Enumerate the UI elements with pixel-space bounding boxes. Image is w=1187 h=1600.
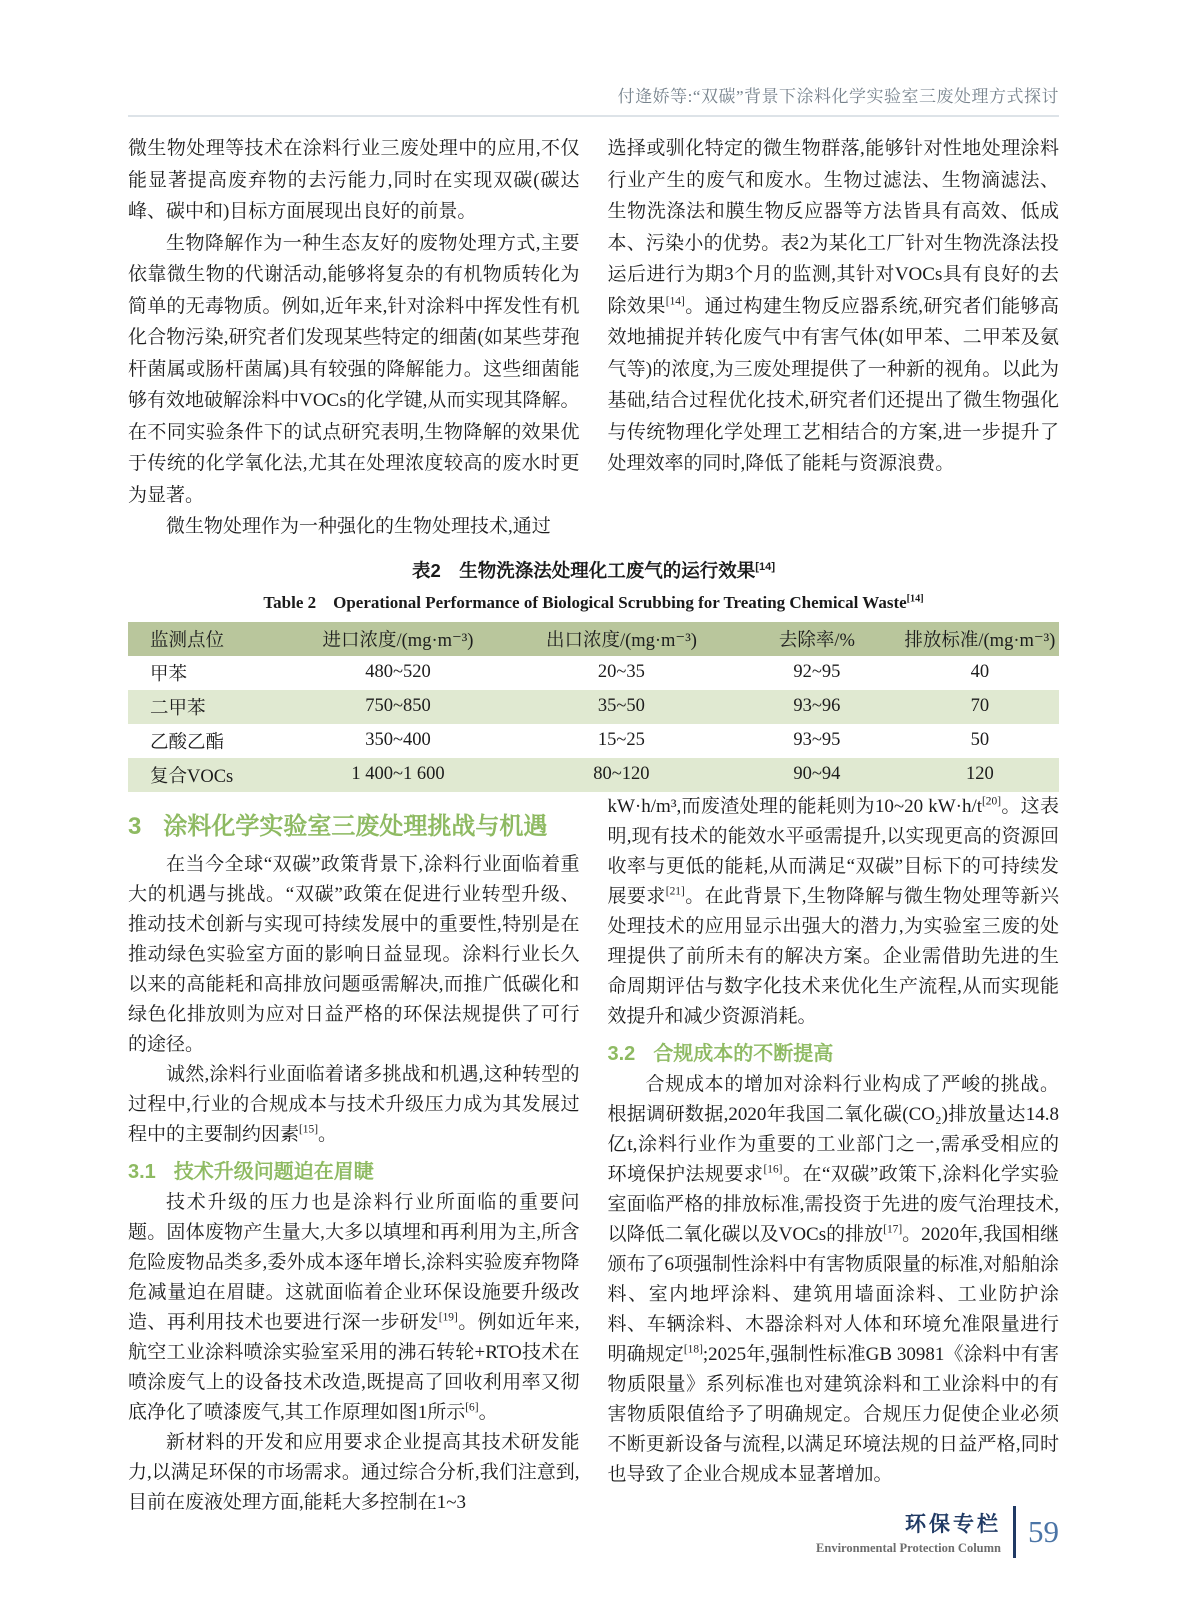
footer-divider xyxy=(1013,1506,1016,1558)
table-header-cell: 监测点位 xyxy=(128,622,286,656)
top-text-section xyxy=(128,133,1059,543)
subsection-heading xyxy=(128,1155,580,1184)
subsection-heading xyxy=(608,1037,1060,1066)
table-caption-cn: 表2 生物洗涤法处理化工废气的运行效果[14] xyxy=(411,559,776,581)
table-header-cell: 去除率/% xyxy=(733,622,901,656)
table-header-cell: 排放标准/(mg·m⁻³) xyxy=(901,622,1059,656)
paragraph: 选择或驯化特定的微生物群落,能够针对性地处理涂料行业产生的废气和废水。生物过滤法、生物滴滤法、生物洗涤法和膜生物反应器等方法皆具有高效、低成本、污染小的优势。表2为某化工厂针对生物洗涤法投运后进行为期3个月的监测,其针对VOCs具有良好的去除效果[14]。通过构建生物反应器系统,研究者们能够高效地捕捉并转化废气中有害气体(如甲苯、二甲苯及氨气等)的浓度,为三废处理提供了一种新的视角。以此为基础,结合过程优化技术,研究者们还提出了微生物强化与传统物理化学处理工艺相结合的方案,进一步提升了处理效率的同时,降低了能耗与资源浪费。 xyxy=(607,138,1059,474)
page-footer xyxy=(816,1506,1059,1558)
table-cell: 乙酸乙酯 xyxy=(150,732,225,753)
table-cell: 20~35 xyxy=(597,662,645,682)
table-cell: 93~96 xyxy=(793,696,841,716)
bottom-right-column xyxy=(608,792,1060,1518)
header-rule xyxy=(128,115,1059,117)
paragraph: 诚然,涂料行业面临着诸多挑战和机遇,这种转型的过程中,行业的合规成本与技术升级压力成为其发展过程中的主要制约因素[15]。 xyxy=(128,1063,580,1145)
table-cell: 350~400 xyxy=(365,730,431,750)
table-cell: 35~50 xyxy=(597,696,645,716)
subsection-title: 合规成本的不断提高 xyxy=(653,1042,834,1065)
table-cell: 70 xyxy=(970,696,990,716)
subsection-title: 技术升级问题迫在眉睫 xyxy=(173,1160,374,1183)
table-row xyxy=(128,690,1059,724)
table-cell: 93~95 xyxy=(793,730,841,750)
table-row xyxy=(128,724,1059,758)
paragraph: 生物降解作为一种生态友好的废物处理方式,主要依靠微生物的代谢活动,能够将复杂的有机物质转化为简单的无毒物质。例如,近年来,针对涂料中挥发性有机化合物污染,研究者们发现某些特定的细菌(如某些芽孢杆菌属或肠杆菌属)具有较强的降解能力。这些细菌能够有效地破解涂料中VOCs的化学键,从而实现其降解。在不同实验条件下的试点研究表明,生物降解的效果优于传统的化学氧化法,尤其在处理浓度较高的废水时更为显著。 xyxy=(128,232,580,506)
table-cell: 80~120 xyxy=(593,764,650,784)
table-cell: 甲苯 xyxy=(150,664,188,685)
paragraph: 新材料的开发和应用要求企业提高其技术研发能力,以满足环保的市场需求。通过综合分析,我们注意到,目前在废液处理方面,能耗大多控制在1~3 xyxy=(128,1431,580,1513)
paragraph: 微生物处理等技术在涂料行业三废处理中的应用,不仅能显著提高废弃物的去污能力,同时在实现双碳(碳达峰、碳中和)目标方面展现出良好的前景。 xyxy=(128,138,580,222)
paragraph: 技术升级的压力也是涂料行业所面临的重要问题。固体废物产生量大,大多以填埋和再利用为主,所含危险废物品类多,委外成本逐年增长,涂料实验废弃物降危减量迫在眉睫。这就面临着企业环保设施要升级改造、再利用技术也要进行深一步研发[19]。例如近年来,航空工业涂料喷涂实验室采用的沸石转轮+RTO技术在喷涂废气上的设备技术改造,既提高了回收利用率又彻底净化了喷漆废气,其工作原理如图1所示[6]。 xyxy=(128,1191,580,1423)
paragraph: 微生物处理作为一种强化的生物处理技术,通过 xyxy=(166,516,551,537)
paragraph: kW·h/m³,而废渣处理的能耗则为10~20 kW·h/t[20]。这表明,现有技术的能效水平亟需提升,以实现更高的资源回收率与更低的能耗,从而满足“双碳”目标下的可持续发展要求[21]。在此背景下,生物降解与微生物处理等新兴处理技术的应用显示出强大的潜力,为实验室三废的处理提供了前所未有的解决方案。企业需借助先进的生命周期评估与数字化技术来优化生产流程,从而实现能效提升和减少资源消耗。 xyxy=(607,795,1059,1027)
table-cell: 50 xyxy=(970,730,990,750)
table-row xyxy=(128,758,1059,792)
running-head: 付逄娇等:“双碳”背景下涂料化学实验室三废处理方式探讨 xyxy=(617,87,1059,106)
table-cell: 40 xyxy=(970,662,990,682)
section-number: 3 xyxy=(128,812,142,840)
table-cell: 二甲苯 xyxy=(150,698,206,719)
subsection-number: 3.1 xyxy=(128,1160,156,1183)
table-header-cell: 出口浓度/(mg·m⁻³) xyxy=(510,622,733,656)
paragraph: 合规成本的增加对涂料行业构成了严峻的挑战。根据调研数据,2020年我国二氧化碳(CO₂)排放量达14.8亿t,涂料行业作为重要的工业部门之一,需承受相应的环境保护法规要求[16]。在“双碳”政策下,涂料化学实验室面临严格的排放标准,需投资于先进的废气治理技术,以降低二氧化碳以及VOCs的排放[17]。2020年,我国相继颁布了6项强制性涂料中有害物质限量的标准,对船舶涂料、室内地坪涂料、建筑用墙面涂料、工业防护涂料、车辆涂料、木器涂料对人体和环境允准限量进行明确规定[18];2025年,强制性标准GB 30981《涂料中有害物质限量》系列标准也对建筑涂料和工业涂料中的有害物质限值给予了明确规定。合规压力促使企业必须不断更新设备与流程,以满足环境法规的日益严格,同时也导致了企业合规成本显著增加。 xyxy=(607,1073,1059,1485)
section-heading xyxy=(128,806,580,841)
table-caption-en: Table 2 Operational Performance of Biological Scrubbing for Treating Chemical Waste[14] xyxy=(263,592,924,612)
footer-column-block xyxy=(816,1508,1001,1556)
data-table xyxy=(128,622,1059,792)
table-row xyxy=(128,656,1059,690)
table-header-cell: 进口浓度/(mg·m⁻³) xyxy=(286,622,509,656)
page-number: 59 xyxy=(1028,1514,1059,1549)
table-cell: 480~520 xyxy=(365,662,431,682)
section-title: 涂料化学实验室三废处理挑战与机遇 xyxy=(163,812,548,840)
subsection-number: 3.2 xyxy=(607,1042,636,1065)
footer-column-sublabel: Environmental Protection Column xyxy=(816,1541,1001,1555)
table-cell: 复合VOCs xyxy=(150,766,234,787)
table-cell: 92~95 xyxy=(793,662,841,682)
top-right-column xyxy=(608,133,1060,543)
bottom-left-column xyxy=(128,792,580,1518)
table-cell: 1 400~1 600 xyxy=(351,764,445,784)
footer-column-label: 环保专栏 xyxy=(905,1513,1001,1536)
table-block xyxy=(128,557,1059,792)
table-cell: 15~25 xyxy=(597,730,645,750)
table-cell: 750~850 xyxy=(365,696,431,716)
top-left-column xyxy=(128,133,580,543)
table-header-row xyxy=(128,622,1059,656)
table-cell: 120 xyxy=(965,764,994,784)
paragraph: 在当今全球“双碳”政策背景下,涂料行业面临着重大的机遇与挑战。“双碳”政策在促进行业转型升级、推动技术创新与实现可持续发展中的重要性,特别是在推动绿色实验室方面的影响日益显现。涂料行业长久以来的高能耗和高排放问题亟需解决,而推广低碳化和绿色化排放则为应对日益严格的环保法规提供了可行的途径。 xyxy=(128,853,580,1055)
bottom-text-section xyxy=(128,792,1059,1518)
table-cell: 90~94 xyxy=(793,764,841,784)
